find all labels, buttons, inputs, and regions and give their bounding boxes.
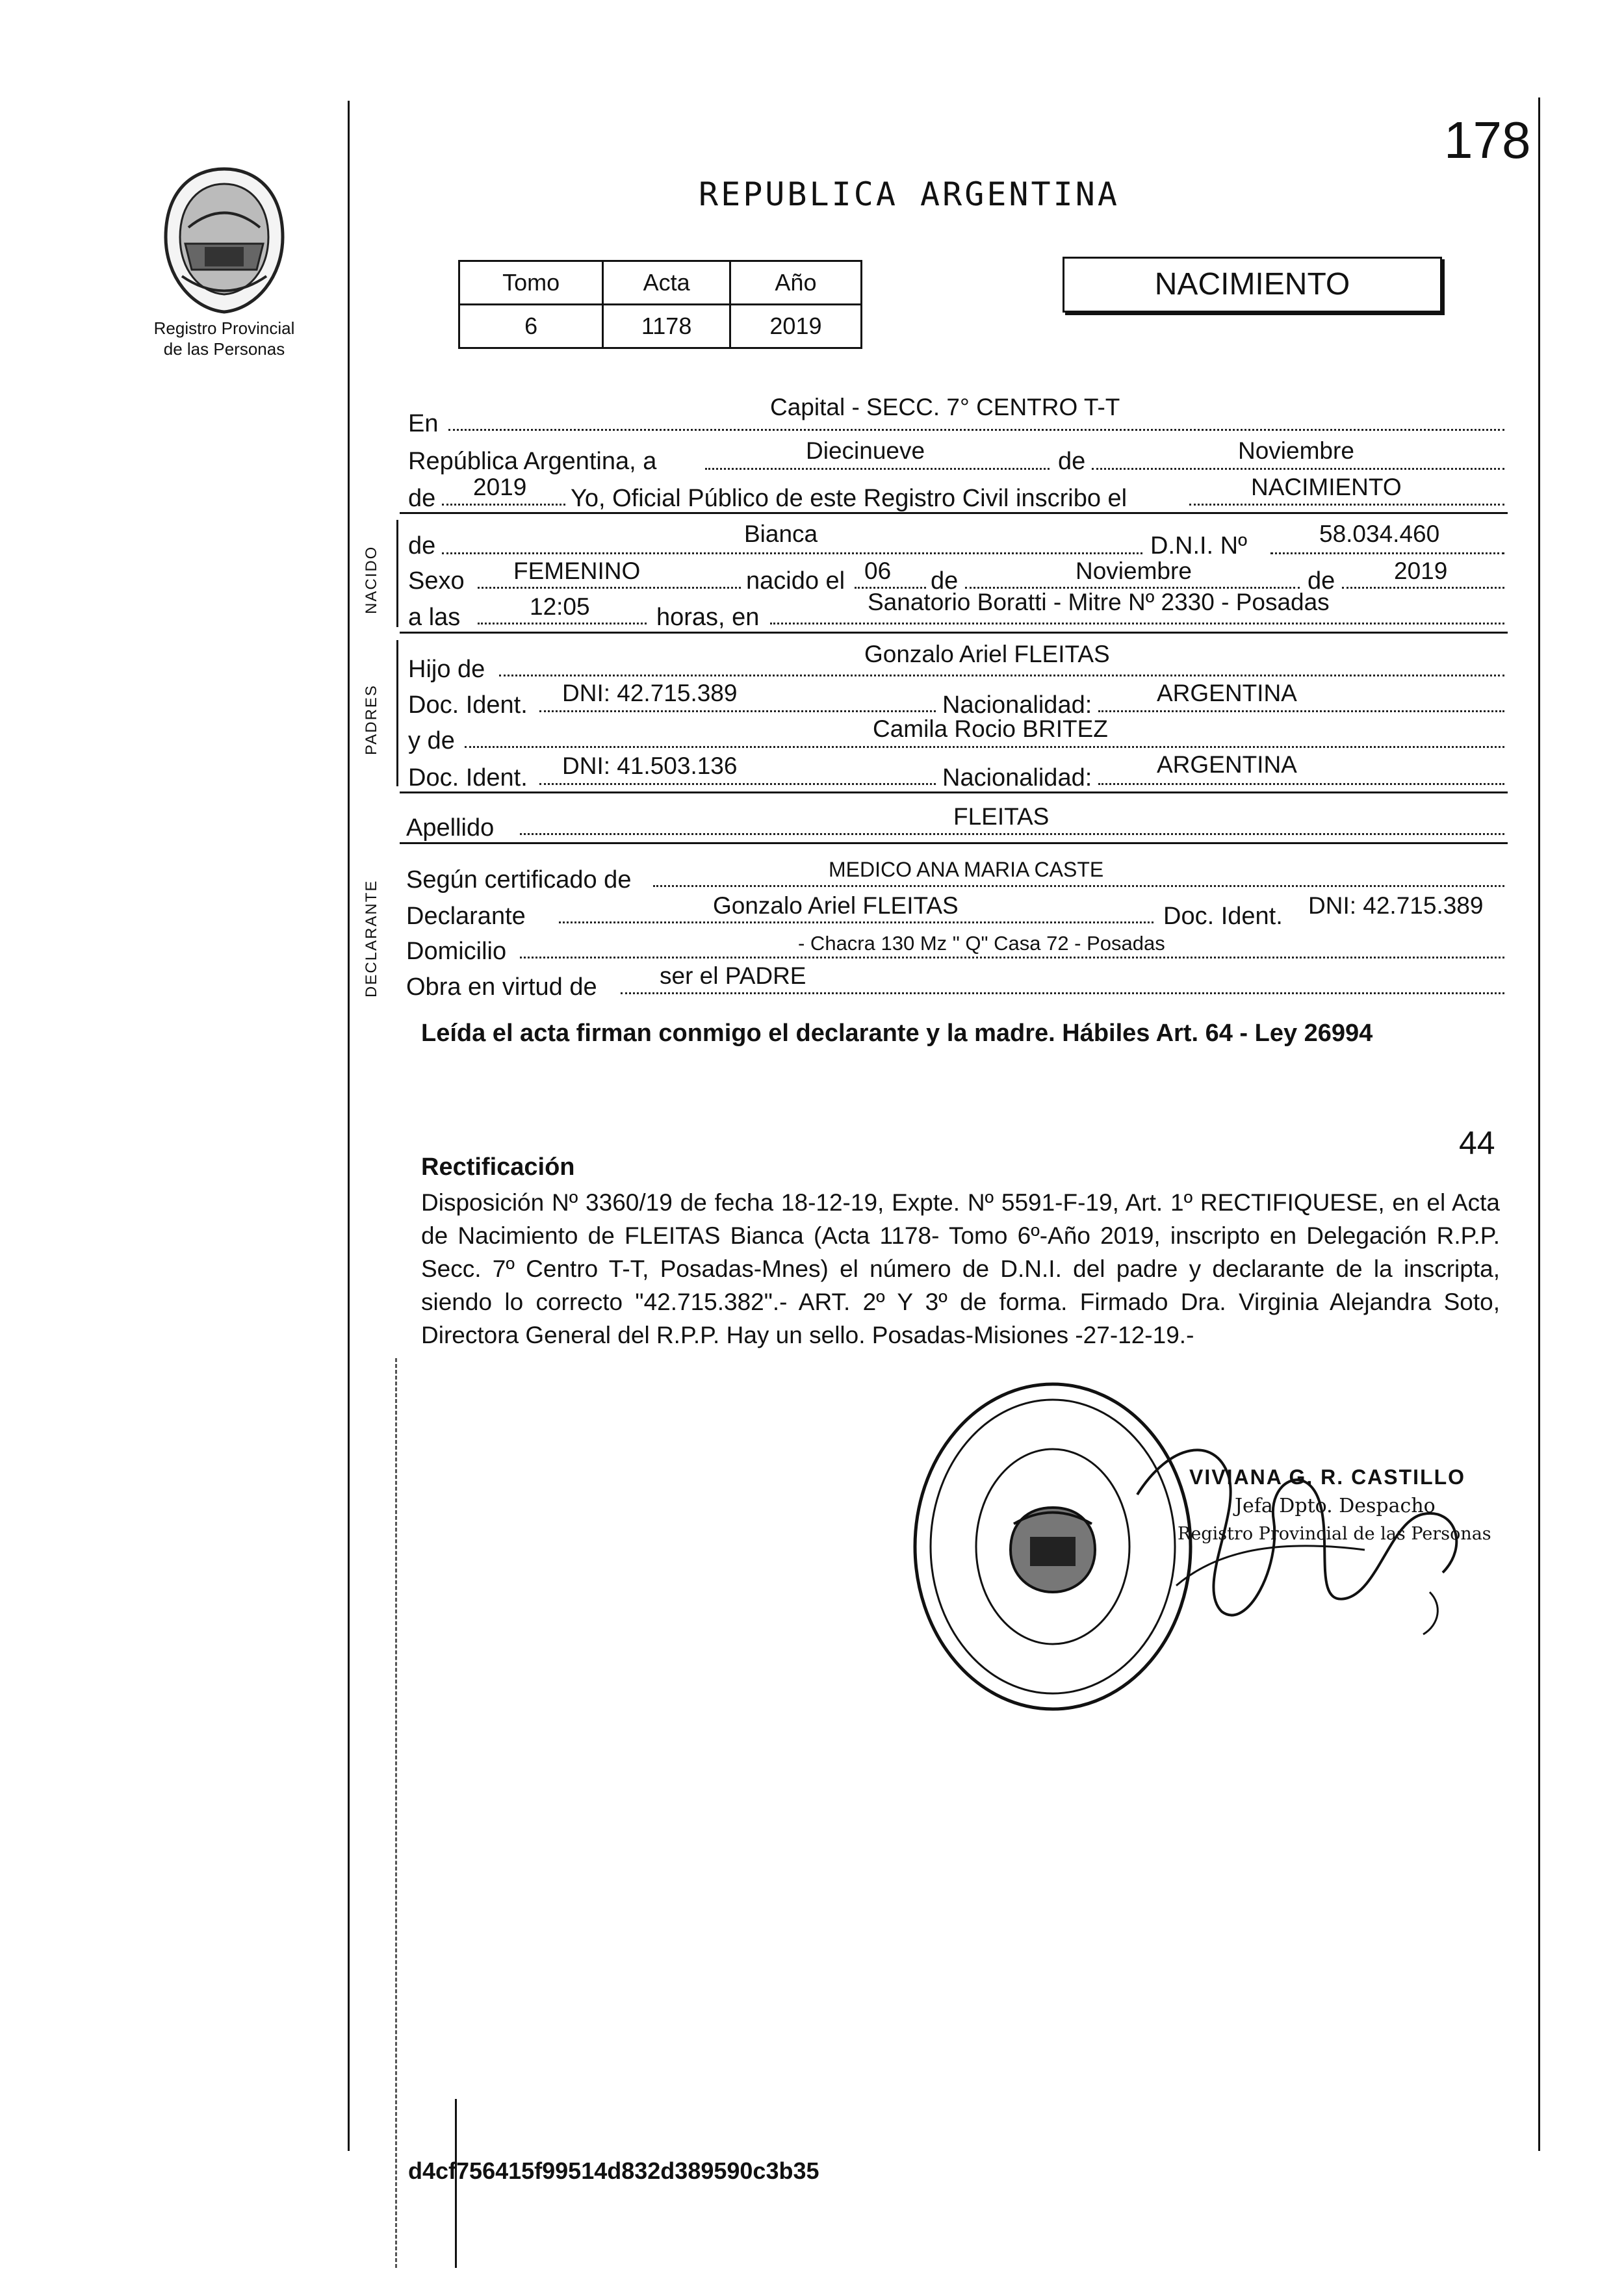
dots-nac-madre	[1098, 783, 1504, 785]
signer-title: Jefa Dpto. Despacho	[1235, 1495, 1436, 1517]
label-nac-madre: Nacionalidad:	[942, 764, 1092, 791]
dots-doc-padre	[539, 710, 936, 712]
value-padre-doc: DNI: 42.715.389	[562, 680, 738, 706]
value-tipo-inscripcion: NACIMIENTO	[1251, 474, 1402, 500]
province-emblem	[159, 166, 289, 315]
record-table-values	[459, 305, 862, 348]
value-anio-nacimiento: 2019	[1394, 558, 1448, 584]
dots-en	[448, 429, 1504, 431]
dots-hora	[478, 623, 647, 624]
divider-4	[400, 842, 1508, 844]
value-declarante-doc: DNI: 42.715.389	[1308, 892, 1484, 919]
dots-obra	[621, 992, 1504, 994]
province-emblem-icon	[159, 166, 289, 315]
value-nombre: Bianca	[744, 521, 818, 547]
label-de-mes-nac: de	[931, 567, 959, 595]
label-hijo-de: Hijo de	[408, 656, 485, 683]
value-lugar-nacimiento: Sanatorio Boratti - Mitre Nº 2330 - Posadas	[868, 589, 1330, 615]
record-type: NACIMIENTO	[1154, 267, 1350, 302]
record-table-header	[459, 261, 862, 305]
signer-office: Registro Provincial de las Personas	[1178, 1524, 1491, 1544]
table-value-anio: 2019	[730, 305, 861, 348]
rectification-number: 44	[1459, 1125, 1495, 1161]
section-label-declarante: DECLARANTE	[363, 879, 380, 997]
label-segun-certificado: Según certificado de	[406, 866, 632, 894]
left-dashed-line	[395, 1358, 397, 2268]
value-padre-nombre: Gonzalo Ariel FLEITAS	[864, 641, 1110, 667]
divider-3	[400, 791, 1508, 793]
dots-tipo	[1189, 504, 1504, 506]
dots-lugar-nac	[770, 623, 1504, 624]
padres-bracket	[396, 640, 398, 786]
value-dni: 58.034.460	[1319, 521, 1440, 547]
value-dia-nacimiento: 06	[864, 558, 892, 584]
value-mes-inscripcion: Noviembre	[1238, 437, 1354, 464]
rectification-heading: Rectificación	[421, 1153, 575, 1181]
label-oficial: Yo, Oficial Público de este Registro Civil inscribo el	[571, 485, 1128, 512]
label-doc-declarante: Doc. Ident.	[1163, 903, 1283, 930]
value-madre-nacionalidad: ARGENTINA	[1157, 751, 1297, 778]
table-value-acta: 1178	[603, 305, 730, 348]
value-anio-inscripcion: 2019	[473, 474, 527, 500]
dots-mes	[1092, 468, 1504, 470]
divider-1	[400, 512, 1508, 514]
value-declarante: Gonzalo Ariel FLEITAS	[713, 892, 959, 919]
closing-statement: Leída el acta firman conmigo el declarante y la madre. Hábiles Art. 64 - Ley 26994	[421, 1020, 1373, 1047]
document-hash: d4cf756415f99514d832d389590c3b35	[408, 2157, 819, 2184]
nacido-bracket	[396, 520, 398, 627]
rectification-body: Disposición Nº 3360/19 de fecha 18-12-19, Expte. Nº 5591-F-19, Art. 1º RECTIFIQUESE, en el Acta de Nacimiento de FLEITAS Bianca (Acta 1178- Tomo 6º-Año 2019, inscripto en Delegación R.P.P. Secc. 7º Centro T-T, Posadas-Mnes) el número de D.N.I. del padre y declarante de la inscripta, siendo lo correcto "42.715.382".- ART. 2º Y 3º de forma. Firmado Dra. Virginia Alejandra Soto, Directora General del R.P.P. Hay un sello. Posadas-Misiones -27-12-19.-	[421, 1189, 1500, 1348]
label-en: En	[408, 410, 439, 437]
dots-anio	[442, 504, 565, 506]
value-certificado: MEDICO ANA MARIA CASTE	[829, 858, 1104, 881]
label-declarante: Declarante	[406, 903, 526, 930]
registry-name-line2: de las Personas	[163, 339, 285, 359]
dots-dni	[1270, 552, 1504, 554]
value-madre-doc: DNI: 41.503.136	[562, 753, 738, 779]
page-number: 178	[1444, 111, 1531, 169]
label-republica: República Argentina, a	[408, 448, 657, 475]
record-table	[458, 260, 862, 349]
label-sexo: Sexo	[408, 567, 465, 595]
value-padre-nacionalidad: ARGENTINA	[1157, 680, 1297, 706]
label-domicilio: Domicilio	[406, 938, 507, 965]
label-horas-en: horas, en	[656, 604, 760, 631]
table-header-tomo: Tomo	[459, 261, 603, 305]
value-dia-inscripcion: Diecinueve	[806, 437, 925, 464]
section-label-padres: PADRES	[363, 684, 380, 755]
country-title: REPUBLICA ARGENTINA	[699, 175, 1120, 213]
right-margin-line	[1538, 97, 1540, 2151]
value-apellido: FLEITAS	[953, 803, 1050, 830]
table-header-anio: Año	[730, 261, 861, 305]
label-de-anio: de	[408, 485, 436, 512]
registry-name-line1: Registro Provincial	[153, 318, 295, 338]
dots-dia	[705, 468, 1050, 470]
label-obra-en-virtud: Obra en virtud de	[406, 973, 597, 1001]
label-doc-madre: Doc. Ident.	[408, 764, 528, 791]
label-de-anio-nac: de	[1308, 567, 1335, 595]
label-de-mes: de	[1058, 448, 1086, 475]
label-doc-padre: Doc. Ident.	[408, 691, 528, 719]
dots-nac-padre	[1098, 710, 1504, 712]
value-sexo: FEMENINO	[513, 558, 641, 584]
left-margin-line	[348, 101, 350, 2151]
dots-padre	[499, 675, 1504, 676]
label-nac-padre: Nacionalidad:	[942, 691, 1092, 719]
label-y-de: y de	[408, 727, 455, 754]
dots-madre	[465, 746, 1504, 748]
dots-declarante	[559, 921, 1154, 923]
label-a-las: a las	[408, 604, 461, 631]
signer-name: VIVIANA G. R. CASTILLO	[1189, 1465, 1466, 1489]
divider-2	[400, 632, 1508, 634]
dots-nombre	[442, 552, 1142, 554]
section-label-nacido: NACIDO	[363, 545, 380, 614]
label-nacido-el: nacido el	[746, 567, 845, 595]
value-lugar: Capital - SECC. 7° CENTRO T-T	[770, 394, 1120, 420]
dots-anio-nac	[1342, 587, 1504, 589]
table-header-acta: Acta	[603, 261, 730, 305]
record-type-box	[1063, 257, 1442, 313]
dots-doc-madre	[539, 783, 936, 785]
value-domicilio: - Chacra 130 Mz " Q" Casa 72 - Posadas	[798, 932, 1165, 955]
dots-certificado	[653, 885, 1504, 887]
value-madre-nombre: Camila Rocio BRITEZ	[873, 715, 1108, 742]
dots-sexo	[478, 587, 741, 589]
value-obra-en-virtud: ser el PADRE	[660, 962, 806, 989]
label-dni: D.N.I. Nº	[1150, 532, 1247, 560]
value-mes-nacimiento: Noviembre	[1076, 558, 1192, 584]
label-de-nombre: de	[408, 532, 436, 560]
dots-apellido	[520, 833, 1504, 835]
label-apellido: Apellido	[406, 814, 495, 842]
value-hora: 12:05	[530, 593, 590, 620]
table-value-tomo: 6	[459, 305, 603, 348]
